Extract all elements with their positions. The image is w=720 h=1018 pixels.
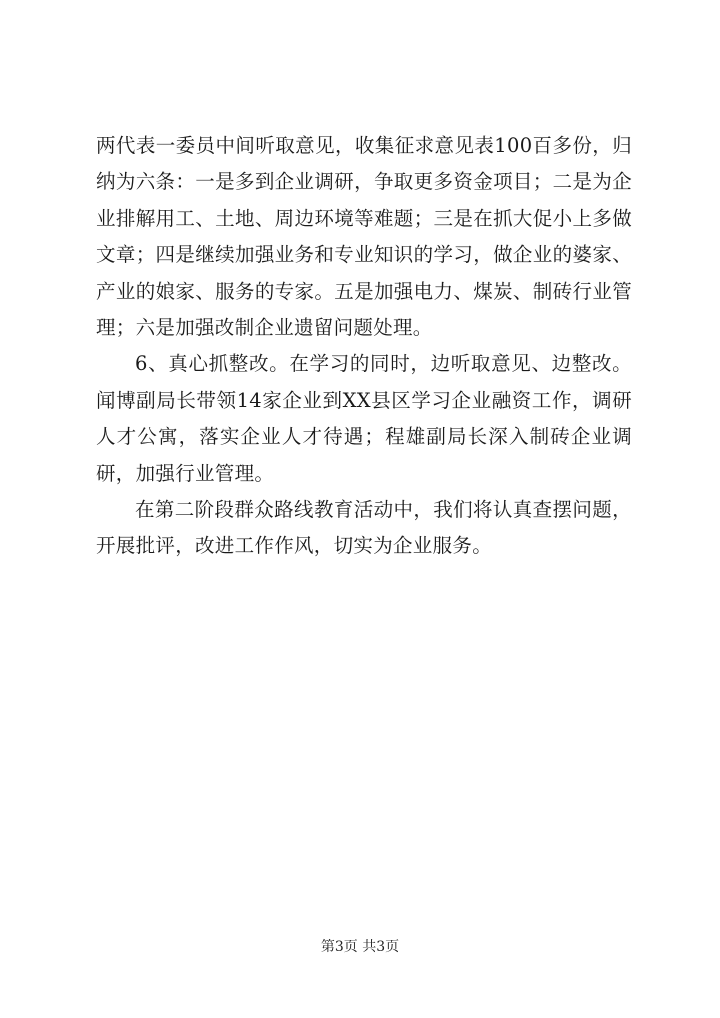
paragraph-rectification: 6、真心抓整改。在学习的同时，边听取意见、边整改。闻博副局长带领14家企业到XX县区学习企业融资工作，调研人才公寓，落实企业人才待遇；程雄副局长深入制砖企业调研，加强行业管理。 — [96, 352, 632, 485]
document-body — [96, 128, 632, 565]
paragraph-conclusion: 在第二阶段群众路线教育活动中，我们将认真查摆问题，开展批评，改进工作作风，切实为企业服务。 — [96, 498, 632, 558]
paragraph-continued: 两代表一委员中间听取意见，收集征求意见表100百多份，归纳为六条：一是多到企业调研，争取更多资金项目；二是为企业排解用工、土地、周边环境等难题；三是在抓大促小上多做文章；四是继续加强业务和专业知识的学习，做企业的婆家、产业的娘家、服务的专家。五是加强电力、煤炭、制砖行业管理；六是加强改制企业遗留问题处理。 — [96, 134, 632, 340]
page-footer: 第3页 共3页 — [320, 939, 400, 955]
